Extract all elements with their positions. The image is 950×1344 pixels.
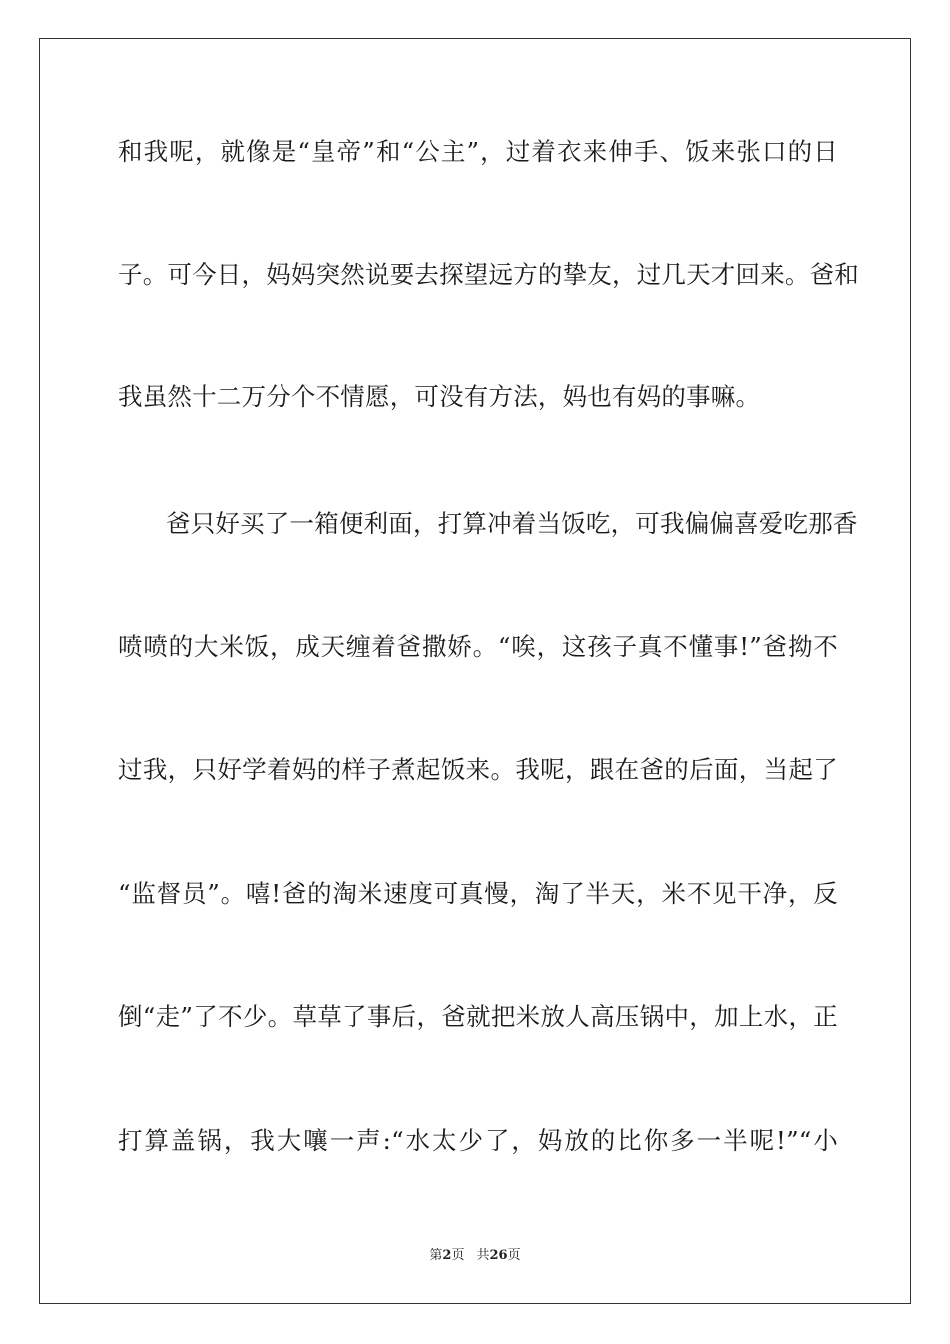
text-line: 和我呢，就像是“皇帝”和“公主”，过着衣来伸手、饭来张口的日 <box>118 137 838 166</box>
page-number-unit: 页 <box>451 1248 465 1263</box>
total-pages-number: 26 <box>489 1248 508 1263</box>
page-border <box>39 38 911 1304</box>
text-line: 子。可今日，妈妈突然说要去探望远方的挚友，过几天才回来。爸和 <box>118 260 859 289</box>
text-line: “监督员”。嘻!爸的淘米速度可真慢，淘了半天，米不见干净，反 <box>118 879 838 908</box>
text-line: 过我，只好学着妈的样子煮起饭来。我呢，跟在爸的后面，当起了 <box>118 755 838 784</box>
total-pages-prefix: 共 <box>476 1248 490 1263</box>
page-number-prefix: 第 <box>429 1248 443 1263</box>
paragraph-first-line: 爸只好买了一箱便利面，打算冲着当饭吃，可我偏偏喜爱吃那香 <box>166 509 858 538</box>
current-page-number: 2 <box>442 1248 452 1263</box>
text-line: 我虽然十二万分个不情愿，可没有方法，妈也有妈的事嘛。 <box>118 382 761 411</box>
text-line: 倒“走”了不少。草草了事后，爸就把米放人高压锅中，加上水，正 <box>118 1002 838 1031</box>
page-footer <box>0 1246 950 1266</box>
total-pages-unit: 页 <box>507 1248 521 1263</box>
text-line: 喷喷的大米饭，成天缠着爸撒娇。“唉，这孩子真不懂事!”爸拗不 <box>118 632 838 661</box>
text-line: 打算盖锅，我大嚷一声:“水太少了，妈放的比你多一半呢!”“小 <box>118 1126 838 1155</box>
